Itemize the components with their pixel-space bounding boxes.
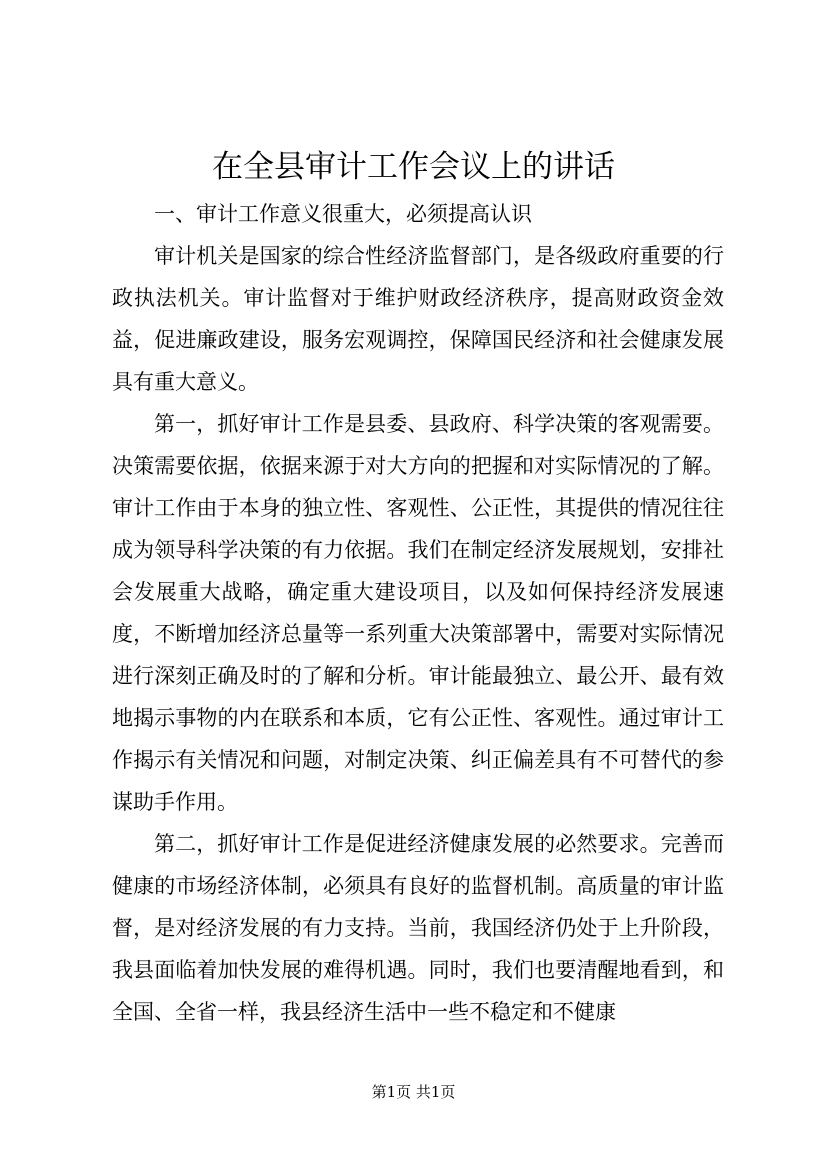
paragraph: 第二，抓好审计工作是促进经济健康发展的必然要求。完善而健康的市场经济体制，必须具有良好的监督机制。高质量的审计监督，是对经济发展的有力支持。当前，我国经济仍处于上升阶段，我县面临着加快发展的难得机遇。同时，我们也要清醒地看到，和全国、全省一样，我县经济生活中一些不稳定和不健康 bbox=[112, 832, 724, 1024]
document-body bbox=[112, 193, 724, 1033]
paragraph: 审计机关是国家的综合性经济监督部门，是各级政府重要的行政执法机关。审计监督对于维护财政经济秩序，提高财政资金效益，促进廉政建设，服务宏观调控，保障国民经济和社会健康发展具有重大意义。 bbox=[112, 244, 724, 394]
page-footer: 第1页 共1页 bbox=[371, 1083, 456, 1101]
section-heading: 一、审计工作意义很重大，必须提高认识 bbox=[154, 202, 532, 226]
paragraph: 第一，抓好审计工作是县委、县政府、科学决策的客观需要。决策需要依据，依据来源于对大方向的把握和对实际情况的了解。审计工作由于本身的独立性、客观性、公正性，其提供的情况往往成为领导科学决策的有力依据。我们在制定经济发展规划，安排社会发展重大战略，确定重大建设项目，以及如何保持经济发展速度，不断增加经济总量等一系列重大决策部署中，需要对实际情况进行深刻正确及时的了解和分析。审计能最独立、最公开、最有效地揭示事物的内在联系和本质，它有公正性、客观性。通过审计工作揭示有关情况和问题，对制定决策、纠正偏差具有不可替代的参谋助手作用。 bbox=[112, 412, 724, 814]
document-title: 在全县审计工作会议上的讲话 bbox=[212, 149, 615, 185]
